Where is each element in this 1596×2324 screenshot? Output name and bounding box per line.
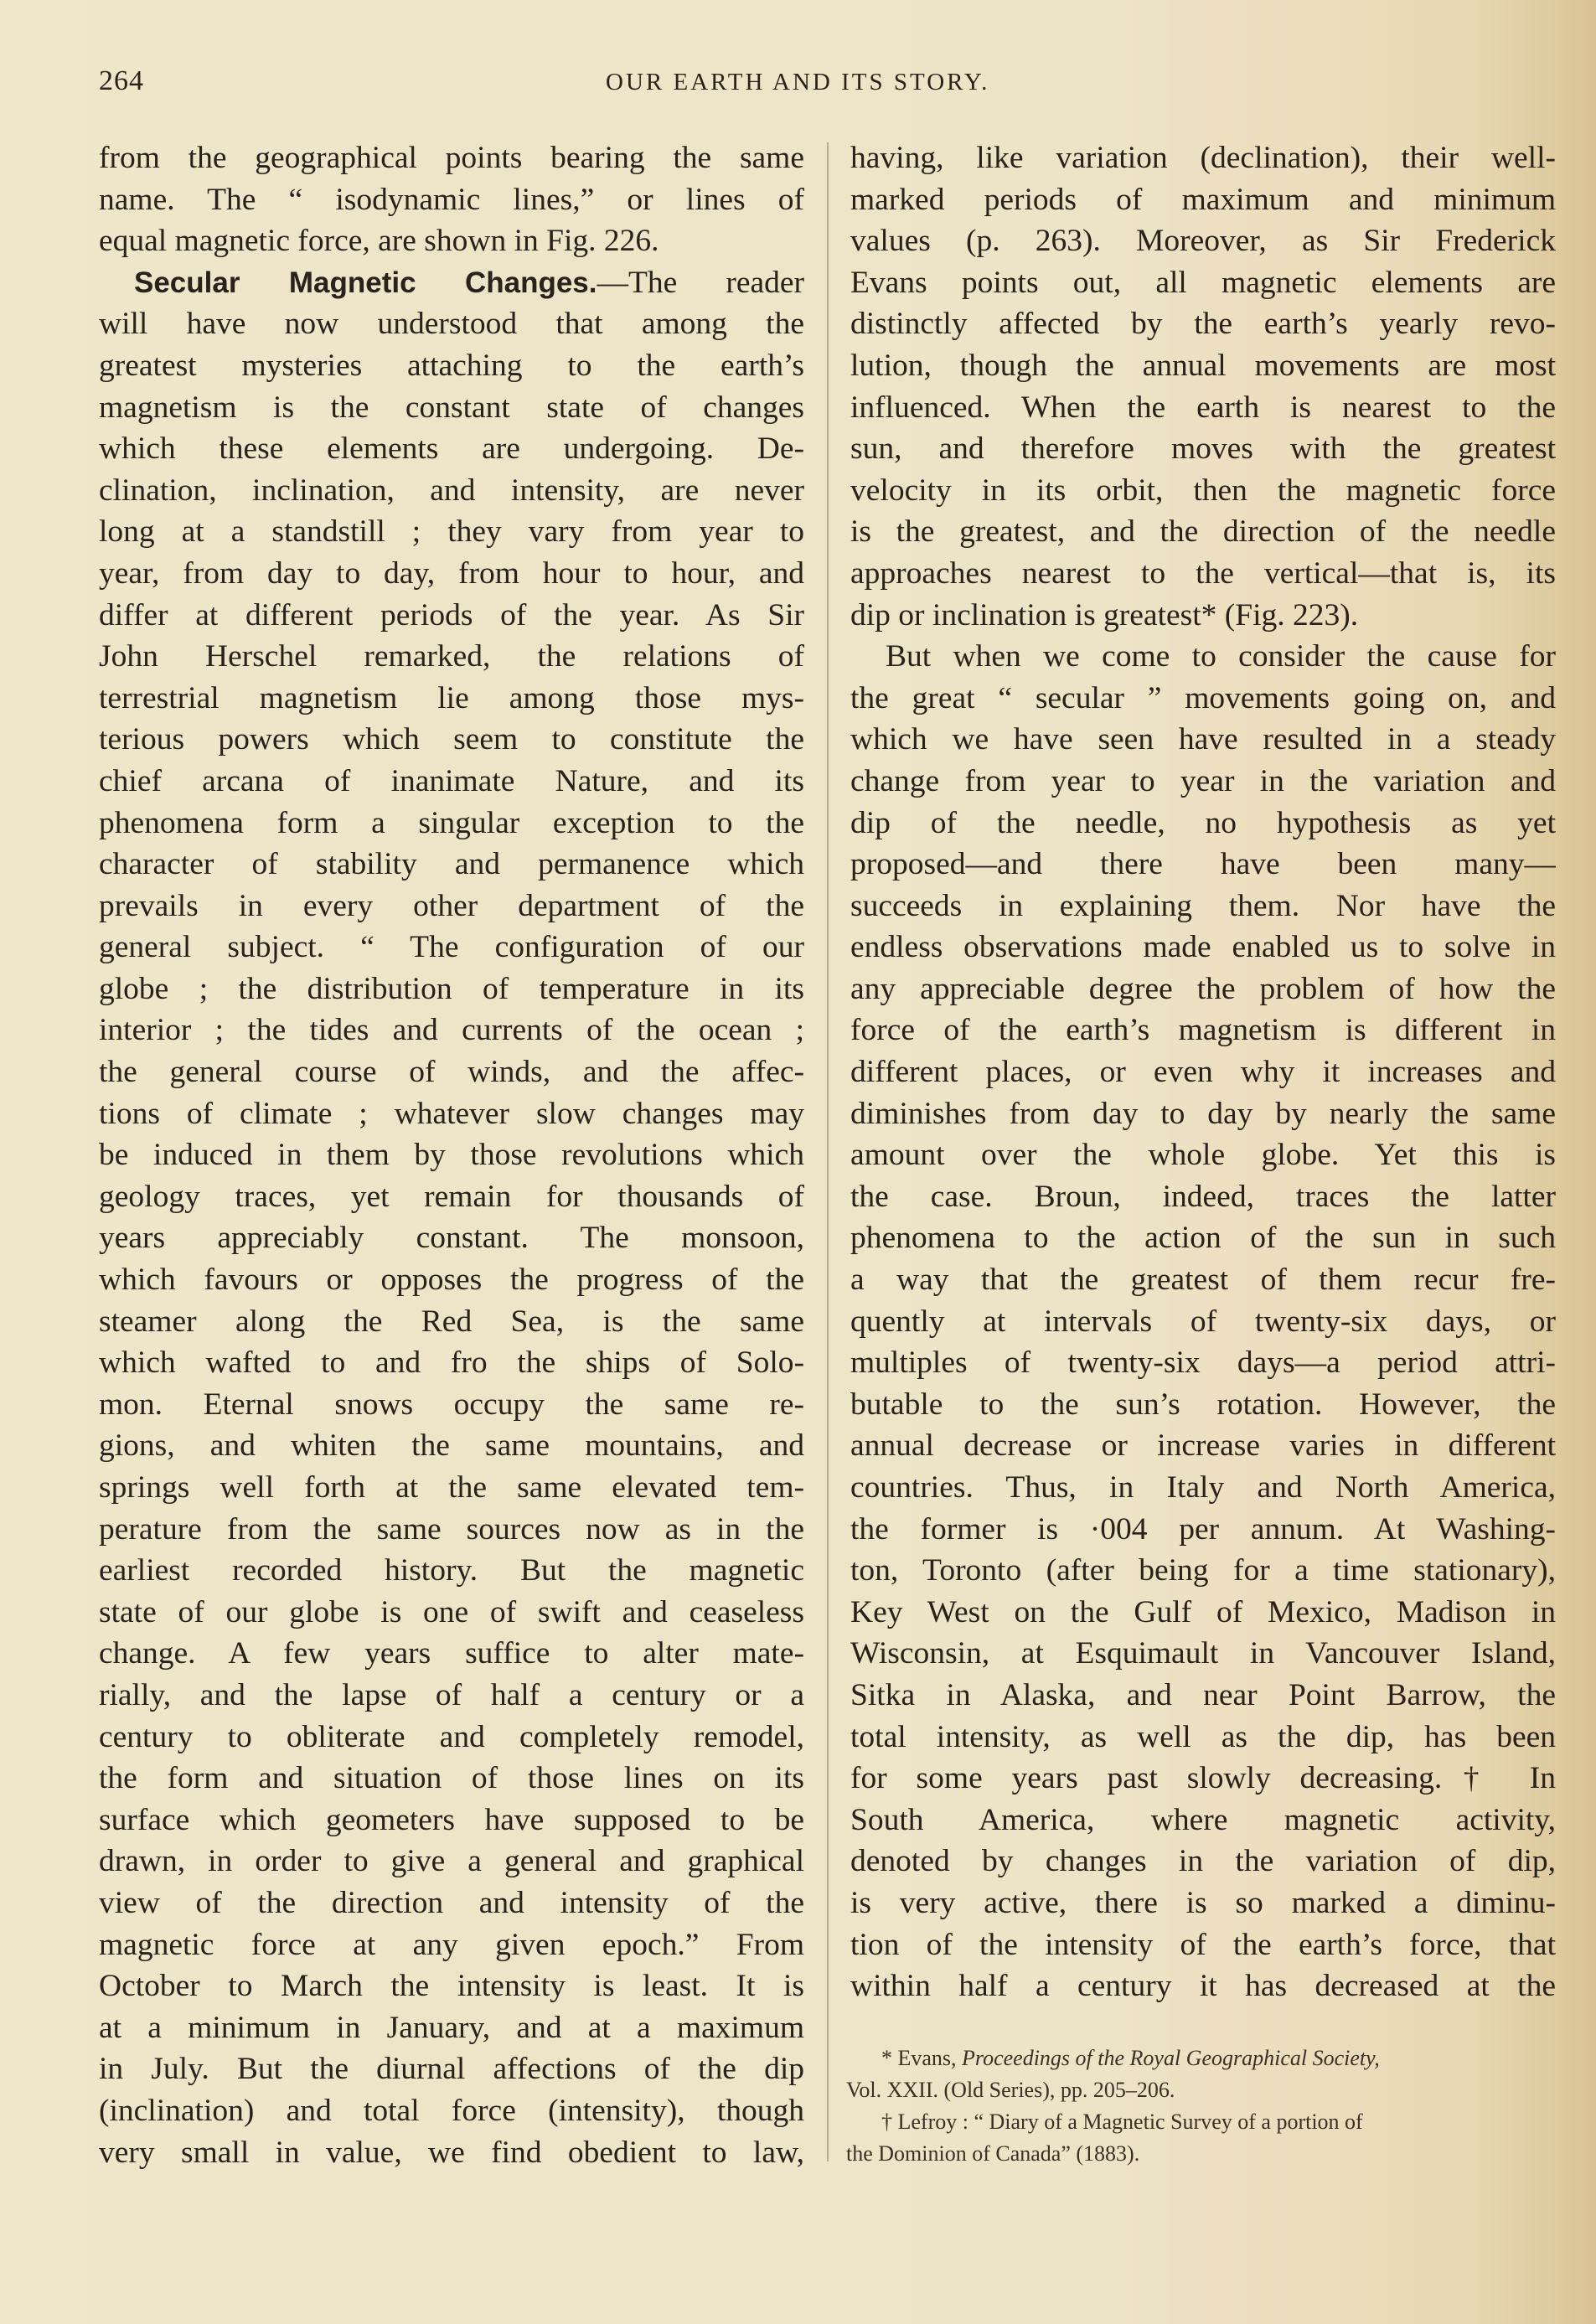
text-line: terrestrial magnetism lie among those mys- (99, 680, 804, 715)
text-line: gions, and whiten the same mountains, and (99, 1428, 804, 1464)
running-title: OUR EARTH AND ITS STORY. (606, 69, 990, 96)
footnote-1-source: Proceedings of the Royal Geographical Society, (962, 2046, 1380, 2070)
footnotes (846, 2043, 1552, 2170)
text-line: long at a standstill ; they vary from year to (99, 514, 804, 550)
text-line: proposed—and there have been many— (850, 847, 1556, 882)
text-line: change from year to year in the variation and (850, 763, 1556, 798)
text-line: chief arcana of inanimate Nature, and its (99, 763, 804, 798)
text-line: October to March the intensity is least. It is (99, 1969, 804, 2004)
text-line: annual decrease or increase varies in different (850, 1428, 1556, 1464)
text-line: which favours or opposes the progress of the (99, 1263, 804, 1298)
text-line: interior ; the tides and currents of the ocean ; (99, 1013, 804, 1048)
text-line: quently at intervals of twenty-six days, or (850, 1304, 1556, 1339)
footnote-2: † Lefroy : “ Diary of a Magnetic Survey of a portion of (881, 2110, 1363, 2134)
text-line: clination, inclination, and intensity, are never (99, 473, 804, 508)
text-line: terious powers which seem to constitute the (99, 722, 804, 757)
running-head (99, 65, 1523, 107)
text-line: which we have seen have resulted in a steady (850, 722, 1556, 757)
text-line: magnetic force at any given epoch.” From (99, 1927, 804, 1962)
text-line: phenomena to the action of the sun in such (850, 1221, 1556, 1256)
text-line: year, from day to day, from hour to hour, and (99, 555, 804, 591)
text-line: force of the earth’s magnetism is different in (850, 1013, 1556, 1048)
text-line: dip or inclination is greatest* (Fig. 223). (850, 597, 1359, 633)
text-line: sun, and therefore moves with the greatest (850, 431, 1556, 467)
text-line: approaches nearest to the vertical—that is, its (850, 555, 1556, 591)
text-line: name. The “ isodynamic lines,” or lines of (99, 182, 804, 217)
text-line: endless observations made enabled us to solve in (850, 930, 1556, 965)
text-line: is the greatest, and the direction of the needle (850, 514, 1556, 550)
text-line: very small in value, we find obedient to law, (99, 2135, 804, 2170)
text-line: different places, or even why it increases and (850, 1055, 1556, 1090)
text-line: countries. Thus, in Italy and North America, (850, 1470, 1556, 1505)
text-line: will have now understood that among the (99, 307, 804, 342)
text-line: magnetism is the constant state of changes (99, 390, 804, 425)
text-line: years appreciably constant. The monsoon, (99, 1221, 804, 1256)
text-line: state of our globe is one of swift and ceaseless (99, 1594, 804, 1629)
text-line: globe ; the distribution of temperature in its (99, 971, 804, 1006)
text-line: is very active, there is so marked a diminu- (850, 1885, 1556, 1920)
text-line: drawn, in order to give a general and graphical (99, 1844, 804, 1879)
text-line: marked periods of maximum and minimum (850, 182, 1556, 217)
text-line: perature from the same sources now as in the (99, 1511, 804, 1547)
text-line: mon. Eternal snows occupy the same re- (99, 1387, 804, 1422)
text-line: dip of the needle, no hypothesis as yet (850, 805, 1556, 840)
text-line: be induced in them by those revolutions which (99, 1138, 804, 1173)
text-line: springs well forth at the same elevated tem- (99, 1470, 804, 1505)
text-line: influenced. When the earth is nearest to the (850, 390, 1556, 425)
section-heading-line (99, 262, 804, 304)
text-line: velocity in its orbit, then the magnetic force (850, 473, 1556, 508)
column-divider (827, 142, 829, 2161)
right-column (850, 137, 1556, 2007)
text-line: the former is ·004 per annum. At Washing- (850, 1511, 1556, 1547)
text-line: distinctly affected by the earth’s yearly revo- (850, 307, 1556, 342)
text-line: John Herschel remarked, the relations of (99, 639, 804, 674)
text-line: in July. But the diurnal affections of the dip (99, 2052, 804, 2087)
footnote-1-line-2: Vol. XXII. (Old Series), pp. 205–206. (846, 2078, 1175, 2102)
text-line: having, like variation (declination), their well- (850, 141, 1556, 175)
text-line: ton, Toronto (after being for a time stationary), (850, 1553, 1556, 1588)
text-line: Sitka in Alaska, and near Point Barrow, the (850, 1677, 1556, 1712)
text-line: the great “ secular ” movements going on, and (850, 680, 1556, 715)
text-line: the case. Broun, indeed, traces the latter (850, 1179, 1556, 1214)
text-line: South America, where magnetic activity, (850, 1802, 1556, 1837)
text-line: a way that the greatest of them recur fre- (850, 1263, 1556, 1298)
text-line: butable to the sun’s rotation. However, the (850, 1387, 1556, 1422)
text-fragment: —The reader (597, 265, 804, 300)
footnote-2-line-2: the Dominion of Canada” (1883). (846, 2141, 1140, 2166)
text-line: within half a century it has decreased at the (850, 1969, 1556, 2004)
text-line: (inclination) and total force (intensity), though (99, 2093, 804, 2128)
text-line: diminishes from day to day by nearly the same (850, 1096, 1556, 1131)
text-line: any appreciable degree the problem of how the (850, 971, 1556, 1006)
text-line: rially, and the lapse of half a century or a (99, 1677, 804, 1712)
text-line: Key West on the Gulf of Mexico, Madison in (850, 1594, 1556, 1629)
text-line: the form and situation of those lines on its (99, 1761, 804, 1796)
text-line: prevails in every other department of the (99, 888, 804, 923)
text-line: equal magnetic force, are shown in Fig. 226. (99, 224, 659, 259)
text-line: view of the direction and intensity of the (99, 1885, 804, 1920)
text-line: for some years past slowly decreasing.† In (850, 1761, 1556, 1796)
section-heading: Secular Magnetic Changes. (134, 266, 597, 299)
text-line: Wisconsin, at Esquimault in Vancouver Island, (850, 1636, 1556, 1671)
text-line: change. A few years suffice to alter mate- (99, 1636, 804, 1671)
text-line: the general course of winds, and the affec- (99, 1055, 804, 1090)
text-line: denoted by changes in the variation of dip, (850, 1844, 1556, 1879)
text-line: general subject. “ The configuration of our (99, 930, 804, 965)
text-line: lution, though the annual movements are most (850, 348, 1556, 383)
left-column (99, 137, 804, 2173)
text-line: geology traces, yet remain for thousands of (99, 1179, 804, 1214)
text-line: phenomena form a singular exception to the (99, 805, 804, 840)
text-line: But when we come to consider the cause for (886, 639, 1556, 674)
text-line: earliest recorded history. But the magnetic (99, 1553, 804, 1588)
text-line: tion of the intensity of the earth’s force, that (850, 1927, 1556, 1962)
text-line: which these elements are undergoing. De- (99, 431, 804, 467)
text-line: greatest mysteries attaching to the earth’s (99, 348, 804, 383)
text-line: which wafted to and fro the ships of Solo- (99, 1345, 804, 1381)
footnote-1 (846, 2043, 1552, 2074)
text-line: differ at different periods of the year. As Sir (99, 597, 804, 633)
text-line: Evans points out, all magnetic elements are (850, 265, 1556, 300)
text-line: surface which geometers have supposed to be (99, 1802, 804, 1837)
text-line: character of stability and permanence which (99, 847, 804, 882)
text-line: from the geographical points bearing the same (99, 141, 804, 175)
text-line: at a minimum in January, and at a maximum (99, 2010, 804, 2045)
text-line: multiples of twenty-six days—a period attri- (850, 1345, 1556, 1381)
text-line: tions of climate ; whatever slow changes may (99, 1096, 804, 1131)
text-line: values (p. 263). Moreover, as Sir Frederick (850, 224, 1556, 259)
text-line: succeeds in explaining them. Nor have the (850, 888, 1556, 923)
text-line: steamer along the Red Sea, is the same (99, 1304, 804, 1339)
footnote-1-prefix: * Evans, (881, 2046, 963, 2070)
text-line: total intensity, as well as the dip, has been (850, 1719, 1556, 1754)
text-line: amount over the whole globe. Yet this is (850, 1138, 1556, 1173)
text-line: century to obliterate and completely remodel, (99, 1719, 804, 1754)
page-number: 264 (99, 65, 144, 96)
